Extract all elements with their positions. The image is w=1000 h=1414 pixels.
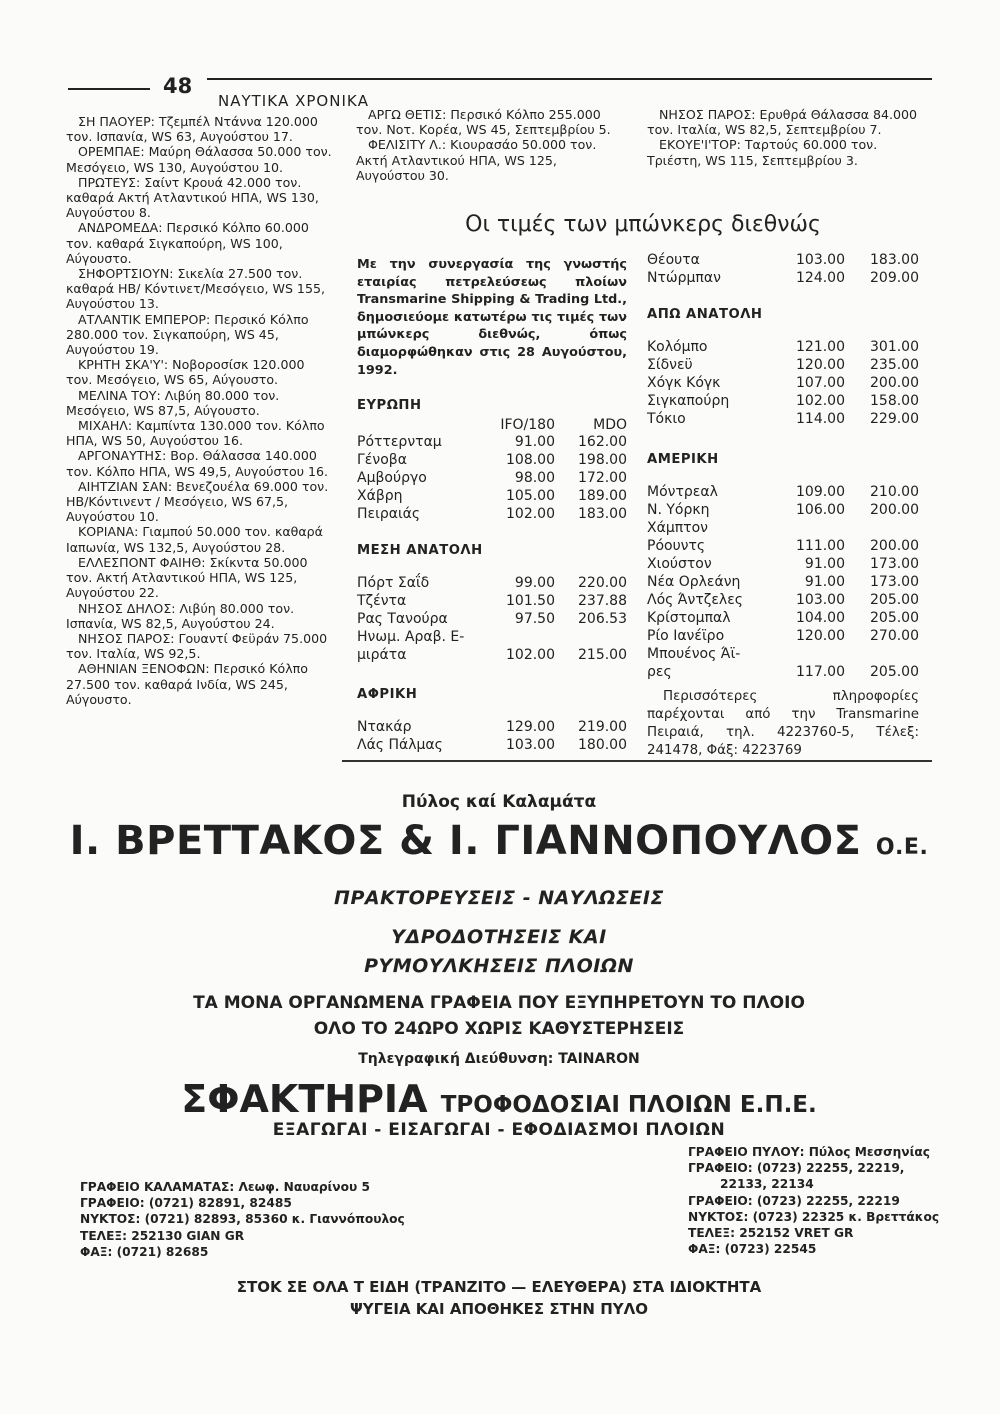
ifo-price: 108.00 <box>506 452 555 468</box>
stock-line-1: ΣΤΟΚ ΣΕ ΟΛΑ Τ ΕΙΔΗ (ΤΡΑΝΖΙΤΟ — ΕΛΕΥΘΕΡΑ) ΣΤΑ ΙΔΙΟΚΤΗΤΑ <box>236 1278 762 1296</box>
port-name: Θέουτα <box>647 252 700 268</box>
table-row <box>357 646 627 664</box>
price-column-headers <box>357 417 627 433</box>
mdo-price: 205.00 <box>870 592 919 608</box>
table-row <box>357 451 627 469</box>
fixture-entry: ΑΡΓΩ ΘΕΤΙΣ: Περσικό Κόλπο 255.000 τον. Νοτ. Κορέα, WS 45, Σεπτεμβρίου 5. <box>356 107 611 138</box>
mdo-price: 180.00 <box>578 737 627 753</box>
table-row <box>647 573 919 591</box>
port-name: Σιγκαπούρη <box>647 393 730 409</box>
ifo-price: 99.00 <box>514 575 555 591</box>
mdo-price: 209.00 <box>870 270 919 286</box>
mdo-price: 198.00 <box>578 452 627 468</box>
section-heading: ΑΜΕΡΙΚΗ <box>647 452 719 467</box>
port-name: Τόκιο <box>647 411 686 427</box>
port-name: Τζέντα <box>357 593 407 609</box>
mdo-price: 206.53 <box>578 611 627 627</box>
ifo-price: 121.00 <box>796 339 845 355</box>
port-name: Κολόμπο <box>647 339 708 355</box>
ad-services-1: ΠΡΑΚΤΟΡΕΥΣΕΙΣ - ΝΑΥΛΩΣΕΙΣ <box>334 887 664 909</box>
fixture-entry: ΚΡΗΤΗ ΣΚΑ'Υ': Νοβοροσίσκ 120.000 τον. Μεσόγειο, WS 65, Αύγουστο. <box>66 357 305 388</box>
company-suffix: Ο.Ε. <box>875 835 929 860</box>
fixtures-column-1 <box>66 114 334 707</box>
table-row <box>647 555 919 573</box>
mdo-price: 158.00 <box>870 393 919 409</box>
ifo-price: 117.00 <box>796 664 845 680</box>
table-row <box>357 469 627 487</box>
table-row <box>647 501 919 519</box>
price-table <box>357 574 627 664</box>
ifo-price: 104.00 <box>796 610 845 626</box>
mdo-price: 219.00 <box>578 719 627 735</box>
port-name: Ρίο Ιανέϊρο <box>647 628 725 644</box>
table-row <box>647 392 919 410</box>
fixture-entry: ΟΡΕΜΠΑΕ: Μαύρη Θάλασσα 50.000 τον. Μεσόγειο, WS 130, Αυγούστου 10. <box>66 144 332 175</box>
ifo-price: 98.00 <box>514 470 555 486</box>
page-number: 48 <box>163 74 193 98</box>
contact-line: ΦΑΞ: (0721) 82685 <box>80 1244 209 1259</box>
table-row <box>647 410 919 428</box>
ad-telegraph: Τηλεγραφική Διεύθυνση: TAINARON <box>358 1051 640 1067</box>
table-row <box>647 591 919 609</box>
bunker-intro <box>357 256 627 379</box>
contact-line: ΝΥΚΤΟΣ: (0723) 22325 κ. Βρεττάκος <box>688 1209 940 1224</box>
fixture-entry: ΕΛΛΕΣΠΟΝΤ ΦΑΙΗΘ: Σκίκντα 50.000 τον. Ακτή Ατλαντικού ΗΠΑ, WS 125, Αυγούστου 22. <box>66 554 308 601</box>
port-name: Κρίστομπαλ <box>647 610 731 626</box>
port-name: Χάβρη <box>357 488 403 504</box>
ifo-price: 109.00 <box>796 484 845 500</box>
fixture-entry: ΜΕΛΙΝΑ ΤΟΥ: Λιβύη 80.000 τον. Μεσόγειο, WS 87,5, Αύγουστο. <box>66 387 280 418</box>
table-row <box>647 519 919 537</box>
port-name: Ρόττερνταμ <box>357 434 442 450</box>
table-row <box>647 627 919 645</box>
port-name: Γένοβα <box>357 452 407 468</box>
company-name-text: Ι. ΒΡΕΤΤΑΚΟΣ & Ι. ΓΙΑΝΝΟΠΟΥΛΟΣ <box>69 818 862 864</box>
mdo-price <box>845 645 919 663</box>
mdo-price: 183.00 <box>870 252 919 268</box>
mdo-price: 270.00 <box>870 628 919 644</box>
fixtures-column-3 <box>647 107 929 168</box>
ifo-price: 105.00 <box>506 488 555 504</box>
section-heading: ΜΕΣΗ ΑΝΑΤΟΛΗ <box>357 543 483 558</box>
price-table <box>357 433 627 523</box>
port-name: Λάς Πάλμας <box>357 737 443 753</box>
ifo-price: 102.00 <box>506 506 555 522</box>
table-row <box>357 505 627 523</box>
fixture-entry: ΠΡΩΤΕΥΣ: Σαίντ Κρουά 42.000 τον. καθαρά Ακτή Ατλαντικού ΗΠΑ, WS 130, Αυγούστου 8. <box>66 174 319 221</box>
price-table <box>647 483 919 681</box>
table-row <box>647 338 919 356</box>
sfaktiria-name: ΣΦΑΚΤΗΡΙΑ <box>181 1077 428 1121</box>
ad-sfaktiria <box>66 1077 932 1121</box>
table-row <box>647 663 919 681</box>
contact-line: 22133, 22134 <box>720 1177 814 1192</box>
table-row <box>357 592 627 610</box>
port-name: Ρόουντς <box>647 538 706 554</box>
table-row <box>647 269 919 287</box>
ifo-price: 114.00 <box>796 411 845 427</box>
sfaktiria-subtitle: ΤΡΟΦΟΔΟΣΙΑΙ ΠΛΟΙΩΝ Ε.Π.Ε. <box>440 1092 817 1118</box>
misc-section <box>647 251 919 287</box>
port-name: Σίδνεϋ <box>647 357 693 373</box>
mdo-price: 172.00 <box>578 470 627 486</box>
fixture-entry: ΑΘΗΝΙΑΝ ΞΕΝΟΦΩΝ: Περσικό Κόλπο 27.500 τον. καθαρά Ινδία, WS 245, Αύγουστο. <box>66 661 308 707</box>
table-row <box>647 645 919 663</box>
port-name: Ν. Υόρκη <box>647 502 710 518</box>
mideast-section <box>357 543 627 664</box>
ifo-price: 103.00 <box>796 592 845 608</box>
mdo-price: 189.00 <box>578 488 627 504</box>
port-name: Λός Άντζελες <box>647 592 744 608</box>
port-name: ρες <box>647 664 672 680</box>
section-heading: ΑΠΩ ΑΝΑΤΟΛΗ <box>647 307 763 322</box>
ifo-price: 101.50 <box>506 593 555 609</box>
port-name: Ντακάρ <box>357 719 412 735</box>
table-row <box>647 483 919 501</box>
mdo-price: 301.00 <box>870 339 919 355</box>
fixtures-column-2 <box>356 107 628 183</box>
ifo-price: 103.00 <box>506 737 555 753</box>
table-row <box>357 628 627 646</box>
ad-trade: ΕΞΑΓΩΓΑΙ - ΕΙΣΑΓΩΓΑΙ - ΕΦΟΔΙΑΣΜΟΙ ΠΛΟΙΩΝ <box>272 1120 726 1140</box>
stock-line-2: ΨΥΓΕΙΑ ΚΑΙ ΑΠΟΘΗΚΕΣ ΣΤΗΝ ΠΥΛΟ <box>349 1300 648 1318</box>
port-name: Χιούστον <box>647 556 712 572</box>
contact-line: ΓΡΑΦΕΙΟ: (0721) 82891, 82485 <box>80 1196 292 1211</box>
fixture-entry: ΑΤΛΑΝΤΙΚ ΕΜΠΕΡΟΡ: Περσικό Κόλπο 280.000 τον. Σιγκαπούρη, WS 45, Αυγούστου 19. <box>66 311 309 358</box>
section-divider <box>342 760 932 762</box>
contact-line: ΝΥΚΤΟΣ: (0721) 82893, 85360 κ. Γιαννόπουλος <box>80 1212 405 1227</box>
port-name: Ρας Τανούρα <box>357 611 448 627</box>
ifo-price <box>755 645 845 663</box>
bunker-intro-text: Με την συνεργασία της γνωστής εταιρίας πετρελεύσεως πλοίων Transmarine Shipping & Trading Ltd., δημοσιεύομε κατωτέρω τις τιμές των μπώνκερς διεθνώς, όπως διαμορφώθηκαν στις 28 Αυγούστου, 1992. <box>357 257 627 378</box>
info-note: Περισσότερες πληροφορίες παρέχονται από την Transmarine Πειραιά, τηλ. 4223760-5, Τέλεξ: 241478, Φάξ: 4223769 <box>647 689 919 758</box>
contact-line: ΓΡΑΦΕΙΟ ΚΑΛΑΜΑΤΑΣ: Λεωφ. Ναυαρίνου 5 <box>80 1180 370 1194</box>
contact-line: ΓΡΑΦΕΙΟ: (0723) 22255, 22219, <box>688 1161 905 1176</box>
ifo-price: 107.00 <box>796 375 845 391</box>
fixture-entry: ΝΗΣΟΣ ΠΑΡΟΣ: Γουαντί Φεϋράν 75.000 τον. Ιταλία, WS 92,5. <box>66 630 328 662</box>
fixture-entry: ΣΗ ΠΑΟΥΕΡ: Τζεμπέλ Ντάννα 120.000 τον. Ισπανία, WS 63, Αυγούστου 17. <box>66 114 318 145</box>
ifo-price: 111.00 <box>796 538 845 554</box>
mdo-price: 215.00 <box>578 647 627 663</box>
price-table <box>357 718 627 754</box>
table-row <box>357 433 627 451</box>
ifo-header: IFO/180 <box>500 417 555 433</box>
europe-section <box>357 398 627 523</box>
port-name: Μπουένος Άϊ- <box>647 646 741 662</box>
bunker-article-title: Οι τιμές των μπώνκερς διεθνώς <box>465 212 821 237</box>
fixture-entry: ΦΕΛΙΣΙΤΥ Λ.: Κιουρασάο 50.000 τον. Ακτή Ατλαντικού ΗΠΑ, WS 125, Αυγούστου 30. <box>356 137 597 183</box>
price-table <box>647 338 919 428</box>
table-row <box>647 537 919 555</box>
mdo-price: 235.00 <box>870 357 919 373</box>
kalamata-office <box>80 1179 405 1260</box>
header-rule-left <box>68 88 150 90</box>
ifo-price: 103.00 <box>796 252 845 268</box>
ad-slogan-2: ΟΛΟ ΤΟ 24ΩΡΟ ΧΩΡΙΣ ΚΑΘΥΣΤΕΡΗΣΕΙΣ <box>313 1019 685 1039</box>
mdo-price: 200.00 <box>870 538 919 554</box>
ifo-price: 91.00 <box>514 434 555 450</box>
ifo-price: 102.00 <box>506 647 555 663</box>
ifo-price: 91.00 <box>804 556 845 572</box>
port-name: Ντώρμπαν <box>647 270 721 286</box>
ad-services-2: ΥΔΡΟΔΟΤΗΣΕΙΣ ΚΑΙ <box>391 926 607 948</box>
africa-section <box>357 687 627 754</box>
mdo-price: 237.88 <box>578 593 627 609</box>
port-name: Νέα Ορλεάνη <box>647 574 741 590</box>
header-rule-right <box>207 78 932 80</box>
ifo-price: 120.00 <box>796 628 845 644</box>
port-name: μιράτα <box>357 647 407 663</box>
america-section <box>647 452 919 681</box>
ifo-price <box>755 519 845 537</box>
table-row <box>647 374 919 392</box>
contact-line: ΓΡΑΦΕΙΟ ΠΥΛΟΥ: Πύλος Μεσσηνίας <box>688 1145 930 1159</box>
fixture-entry: ΜΙΧΑΗΛ: Καμπίντα 130.000 τον. Κόλπο ΗΠΑ, WS 50, Αυγούστου 16. <box>66 418 325 449</box>
ifo-price: 91.00 <box>804 574 845 590</box>
contact-line: ΓΡΑΦΕΙΟ: (0723) 22255, 22219 <box>688 1193 900 1208</box>
table-row <box>647 356 919 374</box>
table-row <box>357 487 627 505</box>
ifo-price: 102.00 <box>796 393 845 409</box>
pylos-office <box>688 1144 939 1257</box>
mdo-price: 229.00 <box>870 411 919 427</box>
ad-slogan-1: ΤΑ ΜΟΝΑ ΟΡΓΑΝΩΜΕΝΑ ΓΡΑΦΕΙΑ ΠΟΥ ΕΞΥΠΗΡΕΤΟΥΝ ΤΟ ΠΛΟΙΟ <box>193 993 805 1013</box>
fixture-entry: ΑΙΗΤΖΙΑΝ ΣΑΝ: Βενεζουέλα 69.000 τον. ΗΒ/Κόντινεντ / Μεσόγειο, WS 67,5, Αυγούστου 10. <box>66 478 329 525</box>
publication-title: ΝΑΥΤΙΚΑ ΧΡΟΝΙΚΑ <box>218 92 369 110</box>
ad-company-name <box>66 818 932 864</box>
fixture-entry: ΑΝΔΡΟΜΕΔΑ: Περσικό Κόλπο 60.000 τον. καθαρά Σιγκαπούρη, WS 100, Αύγουστο. <box>66 220 309 266</box>
mdo-price: 162.00 <box>578 434 627 450</box>
mdo-price: 210.00 <box>870 484 919 500</box>
price-table <box>647 251 919 287</box>
mdo-price: 205.00 <box>870 664 919 680</box>
section-heading: ΑΦΡΙΚΗ <box>357 687 418 702</box>
contact-line: ΦΑΞ: (0723) 22545 <box>688 1242 817 1257</box>
section-heading: ΕΥΡΩΠΗ <box>357 398 422 413</box>
table-row <box>357 574 627 592</box>
fixture-entry: ΚΟΡΙΑΝΑ: Γιαμπού 50.000 τον. καθαρά Ιαπωνία, WS 132,5, Αυγούστου 28. <box>66 524 323 555</box>
fixture-entry: ΝΗΣΟΣ ΠΑΡΟΣ: Ερυθρά Θάλασσα 84.000 τον. Ιταλία, WS 82,5, Σεπτεμβρίου 7. <box>647 107 918 138</box>
ifo-price: 129.00 <box>506 719 555 735</box>
table-row <box>647 609 919 627</box>
fixture-entry: ΝΗΣΟΣ ΔΗΛΟΣ: Λιβύη 80.000 τον. Ισπανία, WS 82,5, Αυγούστου 24. <box>66 600 295 631</box>
ifo-price: 97.50 <box>514 611 555 627</box>
port-name: Μόντρεαλ <box>647 484 718 500</box>
port-name: Πειραιάς <box>357 506 421 522</box>
fixture-entry: ΣΗΦΟΡΤΣΙΟΥΝ: Σικελία 27.500 τον. καθαρά ΗΒ/ Κόντινετ/Μεσόγειο, WS 155, Αυγούστου 13. <box>66 266 325 312</box>
table-row <box>357 718 627 736</box>
ad-location: Πύλος καί Καλαμάτα <box>401 792 597 812</box>
ifo-price <box>465 628 555 646</box>
contact-line: ΤΕΛΕΞ: 252130 GIAN GR <box>80 1228 245 1243</box>
port-name: Πόρτ Σαΐδ <box>357 575 430 591</box>
mdo-price: 200.00 <box>870 375 919 391</box>
port-name: Χόγκ Κόγκ <box>647 375 721 391</box>
port-name: Αμβούργο <box>357 470 427 486</box>
ad-services-3: ΡΥΜΟΥΛΚΗΣΕΙΣ ΠΛΟΙΩΝ <box>364 955 634 977</box>
mdo-header: MDO <box>593 417 627 433</box>
fixture-entry: ΑΡΓΟΝΑΥΤΗΣ: Βορ. Θάλασσα 140.000 τον. Κόλπο ΗΠΑ, WS 49,5, Αυγούστου 16. <box>66 448 329 479</box>
fixture-entry: ΕΚΟΥΕ'Ι'ΤΟΡ: Ταρτούς 60.000 τον. Τριέστη, WS 115, Σεπτεμβρίου 3. <box>647 137 878 168</box>
mdo-price <box>555 628 627 646</box>
ad-stock-notice <box>66 1276 932 1320</box>
mdo-price <box>845 519 919 537</box>
port-name: Ηνωμ. Αραβ. Ε- <box>357 629 465 645</box>
contact-line: ΤΕΛΕΞ: 252152 VRET GR <box>688 1226 854 1241</box>
mdo-price: 205.00 <box>870 610 919 626</box>
table-row <box>357 610 627 628</box>
ifo-price: 120.00 <box>796 357 845 373</box>
mdo-price: 173.00 <box>870 574 919 590</box>
table-row <box>647 251 919 269</box>
mdo-price: 183.00 <box>578 506 627 522</box>
port-name: Χάμπτον <box>647 520 708 536</box>
fareast-section <box>647 307 919 428</box>
table-row <box>357 736 627 754</box>
mdo-price: 200.00 <box>870 502 919 518</box>
mdo-price: 220.00 <box>578 575 627 591</box>
ifo-price: 106.00 <box>796 502 845 518</box>
ifo-price: 124.00 <box>796 270 845 286</box>
mdo-price: 173.00 <box>870 556 919 572</box>
